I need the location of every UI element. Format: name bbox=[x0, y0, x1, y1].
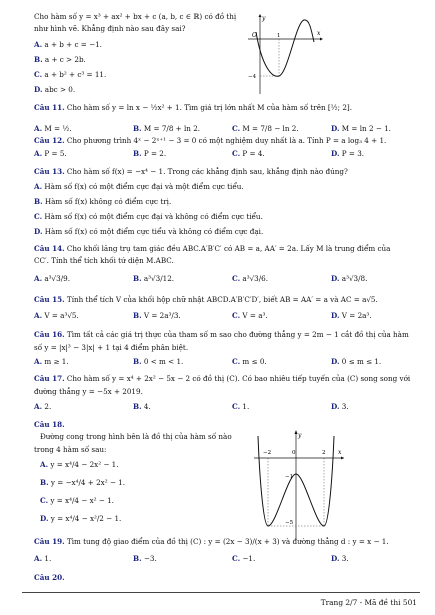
q19-option-c: C. −1. bbox=[232, 554, 256, 563]
graph2-m1: −1 bbox=[285, 474, 294, 480]
q14-option-c: C. a³√3/6. bbox=[232, 274, 269, 283]
q19-option-a: A. 1. bbox=[34, 554, 52, 563]
q16-option-c: C. m ≤ 0. bbox=[232, 357, 267, 366]
q18-label: Câu 18. bbox=[34, 420, 65, 429]
graph1-minus4: −4 bbox=[248, 74, 257, 80]
q18-option-c: C. y = x⁴/4 − x² − 1. bbox=[40, 496, 114, 505]
q18-option-b: B. y = −x⁴/4 + 2x² − 1. bbox=[40, 478, 126, 487]
q12-option-d: D. P = 3. bbox=[331, 149, 365, 158]
q17-option-a: A. 2. bbox=[34, 402, 52, 411]
q20-label: Câu 20. bbox=[34, 573, 65, 582]
graph1-y-label: y bbox=[262, 15, 266, 22]
graph1-x-label: x bbox=[317, 30, 321, 37]
footer-divider bbox=[22, 592, 420, 593]
q19-stem: Câu 19. Tìm tung độ giao điểm của đồ thị (C) : y = (2x − 3)/(x + 3) và đường thẳng d : y = x − 1. bbox=[34, 537, 389, 546]
q14-option-a: A. a³√3/9. bbox=[34, 274, 70, 283]
q14-option-b: B. a³√3/12. bbox=[133, 274, 175, 283]
graph2-p2: 2 bbox=[322, 450, 326, 456]
q15-option-a: A. V = a³√5. bbox=[34, 311, 79, 320]
graph2-zero: 0 bbox=[292, 450, 296, 456]
q15-option-b: B. V = 2a³/3. bbox=[133, 311, 181, 320]
q17-option-b: B. 4. bbox=[133, 402, 151, 411]
q16-option-d: D. 0 ≤ m ≤ 1. bbox=[331, 357, 382, 366]
q18-option-d: D. y = x⁴/4 − x²/2 − 1. bbox=[40, 514, 122, 523]
q11-option-c: C. M = 7/8 − ln 2. bbox=[232, 124, 299, 133]
q18-option-a: A. y = x⁴/4 − 2x² − 1. bbox=[40, 460, 119, 469]
q14-option-d: D. a³√3/8. bbox=[331, 274, 368, 283]
q17-stem-line2: đường thẳng y = −5x + 2019. bbox=[34, 387, 143, 396]
q16-stem-line2: số y = |x|³ − 3|x| + 1 tại 4 điểm phân biệt. bbox=[34, 343, 189, 352]
q12-option-b: B. P = 2. bbox=[133, 149, 167, 158]
q-prev-option-c: C. a + b² + c³ = 11. bbox=[34, 70, 107, 79]
q14-stem-line1: Câu 14. Cho khối lăng trụ tam giác đều ABC.A′B′C′ có AB = a, AA′ = 2a. Lấy M là trung điểm của bbox=[34, 244, 391, 253]
graph2-m2: −2 bbox=[263, 450, 272, 456]
q16-option-b: B. 0 < m < 1. bbox=[133, 357, 184, 366]
q-prev-line1: Cho hàm số y = x³ + ax² + bx + c (a, b, c ∈ ℝ) có đồ thị bbox=[34, 12, 237, 21]
q15-stem: Câu 15. Tính thể tích V của khối hộp chữ nhật ABCD.A′B′C′D′, biết AB = AA′ = a và AC = a√5. bbox=[34, 295, 378, 304]
q-prev-option-d: D. abc > 0. bbox=[34, 85, 76, 94]
q12-option-c: C. P = 4. bbox=[232, 149, 265, 158]
q12-option-a: A. P = 5. bbox=[34, 149, 67, 158]
q17-stem-line1: Câu 17. Cho hàm số y = x⁴ + 2x² − 5x − 2 có đồ thị (C). Có bao nhiêu tiếp tuyến của (C) song song với bbox=[34, 374, 411, 383]
cubic-graph bbox=[244, 12, 324, 97]
q12-stem: Câu 12. Cho phương trình 4ˣ − 2ˣ⁺¹ − 3 = 0 có một nghiệm duy nhất là a. Tính P = a log₃ 4 + 1. bbox=[34, 136, 387, 145]
q19-option-b: B. −3. bbox=[133, 554, 157, 563]
q13-option-a: A. Hàm số f(x) có một điểm cực đại và một điểm cực tiểu. bbox=[34, 182, 244, 191]
q16-stem-line1: Câu 16. Tìm tất cả các giá trị thực của tham số m sao cho đường thẳng y = 2m − 1 cắt đồ thị của hàm bbox=[34, 330, 409, 339]
page-footer: Trang 2/7 - Mã đề thi 501 bbox=[320, 598, 417, 607]
q11-stem: Câu 11. Cho hàm số y = ln x − ½x² + 1. Tìm giá trị lớn nhất M của hàm số trên [½; 2]. bbox=[34, 103, 353, 112]
graph2-m5: −5 bbox=[285, 520, 294, 526]
q13-option-c: C. Hàm số f(x) có một điểm cực đại và không có điểm cực tiểu. bbox=[34, 212, 263, 221]
q18-stem-line2: trong 4 hàm số sau: bbox=[34, 445, 107, 454]
q17-option-d: D. 3. bbox=[331, 402, 349, 411]
q11-option-a: A. M = ½. bbox=[34, 124, 72, 133]
q13-option-d: D. Hàm số f(x) có một điểm cực tiểu và không có điểm cực đại. bbox=[34, 227, 264, 236]
q-prev-line2: như hình vẽ. Khẳng định nào sau đây sai? bbox=[34, 24, 186, 33]
q18-stem-line1: Đường cong trong hình bên là đồ thị của hàm số nào bbox=[40, 432, 232, 441]
graph2-y-label: y bbox=[298, 432, 302, 439]
q14-stem-line2: CC′. Tính thể tích khối tứ diện M.ABC. bbox=[34, 256, 174, 265]
q11-option-b: B. M = 7/8 + ln 2. bbox=[133, 124, 201, 133]
q13-option-b: B. Hàm số f(x) không có điểm cực trị. bbox=[34, 197, 172, 206]
q-prev-option-b: B. a + c > 2b. bbox=[34, 55, 86, 64]
q15-option-c: C. V = a³. bbox=[232, 311, 268, 320]
graph1-one: 1 bbox=[277, 33, 281, 39]
q16-option-a: A. m ≥ 1. bbox=[34, 357, 69, 366]
graph2-x-label: x bbox=[338, 449, 342, 456]
q15-option-d: D. V = 2a³. bbox=[331, 311, 372, 320]
graph1-origin: O bbox=[252, 32, 257, 39]
q11-option-d: D. M = ln 2 − 1. bbox=[331, 124, 391, 133]
q13-stem: Câu 13. Cho hàm số f(x) = −x⁴ − 1. Trong các khẳng định sau, khẳng định nào đúng? bbox=[34, 167, 348, 176]
q19-option-d: D. 3. bbox=[331, 554, 349, 563]
quartic-graph bbox=[252, 428, 347, 541]
q17-option-c: C. 1. bbox=[232, 402, 250, 411]
q-prev-option-a: A. a + b + c = −1. bbox=[34, 40, 102, 49]
